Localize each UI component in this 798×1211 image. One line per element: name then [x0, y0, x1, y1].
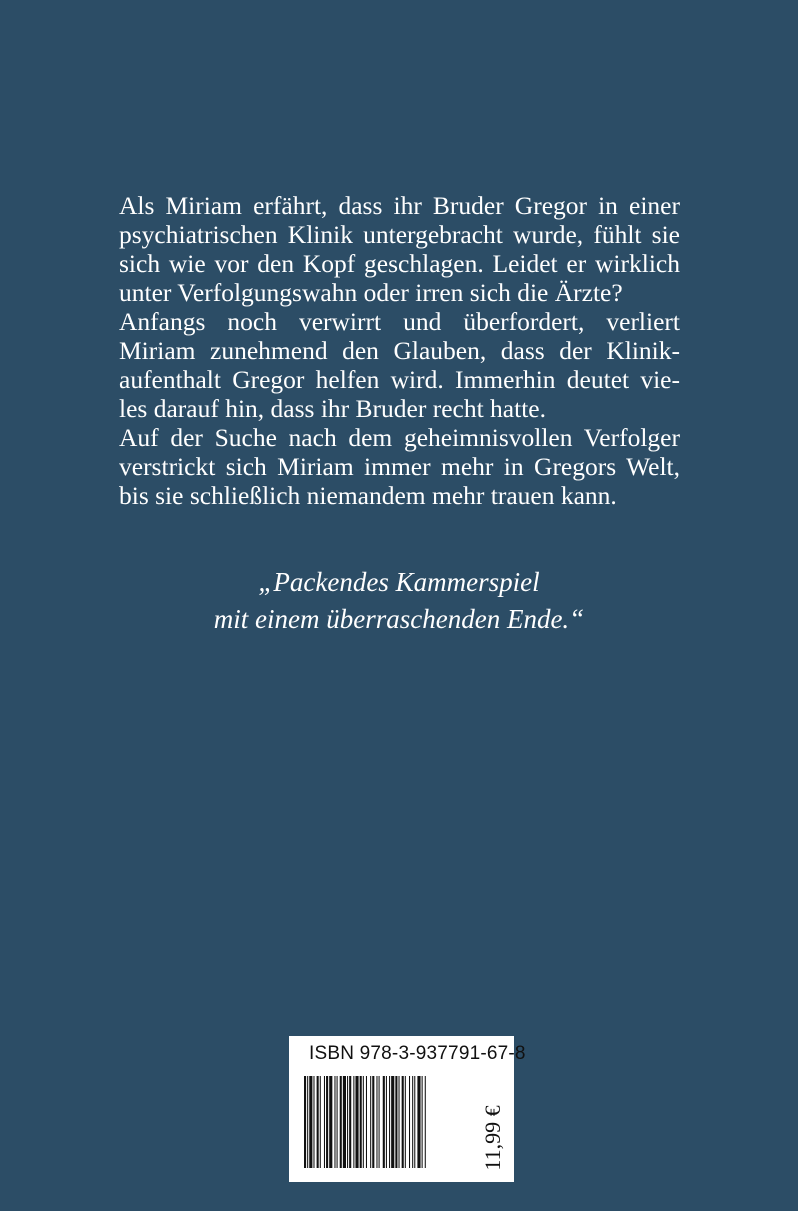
- blurb-line: les darauf hin, dass ihr Bruder recht hatte.: [119, 394, 546, 423]
- barcode-bar: [349, 1076, 351, 1168]
- barcode-bar: [402, 1076, 404, 1168]
- barcode-bar: [340, 1076, 342, 1168]
- barcode-bars: [304, 1076, 466, 1168]
- barcode-bar: [414, 1076, 415, 1168]
- barcode-bar: [366, 1076, 367, 1168]
- barcode-bar: [307, 1076, 308, 1168]
- barcode-bar: [386, 1076, 387, 1168]
- barcode-bar: [343, 1076, 346, 1168]
- barcode-bar: [324, 1076, 325, 1168]
- blurb-line: sich wie vor den Kopf geschlagen. Leidet er wirklich: [119, 249, 680, 278]
- quote-line-2: mit einem überraschenden Ende.“: [213, 604, 585, 634]
- blurb-text: [119, 191, 680, 510]
- barcode-label: [289, 1036, 526, 1182]
- barcode-bar: [329, 1076, 332, 1168]
- barcode-bar: [313, 1076, 314, 1168]
- blurb-line: Anfangs noch verwirrt und überfordert, verliert: [119, 307, 680, 336]
- barcode-bar: [360, 1076, 362, 1168]
- barcode-bar: [355, 1076, 358, 1168]
- blurb-line: unter Verfolgungswahn oder irren sich die Ärzte?: [119, 278, 623, 307]
- price-label: [478, 1098, 508, 1178]
- barcode-bar: [372, 1076, 374, 1168]
- barcode-bar: [370, 1076, 371, 1168]
- barcode-bar: [379, 1076, 380, 1168]
- barcode-bar: [363, 1076, 364, 1168]
- barcode-bar: [417, 1076, 420, 1168]
- barcode-bar: [409, 1076, 410, 1168]
- blurb-line: Auf der Suche nach dem geheimnisvollen Verfolger: [119, 423, 680, 452]
- barcode-bar: [425, 1076, 426, 1168]
- isbn-number: ISBN 978-3-937791-67-8: [309, 1043, 526, 1064]
- barcode-bar: [337, 1076, 338, 1168]
- barcode-bar: [412, 1076, 413, 1168]
- quote-line-1: „Packendes Kammerspiel: [258, 567, 540, 597]
- barcode-bar: [422, 1076, 423, 1168]
- barcode-bar: [304, 1076, 306, 1168]
- blurb-line: Als Miriam erfährt, dass ihr Bruder Gregor in einer: [119, 191, 680, 220]
- barcode-bar: [389, 1076, 390, 1168]
- blurb-line: bis sie schließlich niemandem mehr trauen kann.: [119, 481, 617, 510]
- barcode-bar: [326, 1076, 328, 1168]
- barcode-bar: [395, 1076, 397, 1168]
- barcode-bar: [317, 1076, 319, 1168]
- barcode-bar: [334, 1076, 335, 1168]
- barcode-bar: [405, 1076, 406, 1168]
- barcode-bar: [391, 1076, 394, 1168]
- blurb-line: Miriam zunehmend den Glauben, dass der Klinik-: [119, 336, 680, 365]
- barcode-bar: [376, 1076, 377, 1168]
- review-quote: [0, 564, 798, 638]
- blurb-line: psychiatrischen Klinik untergebracht wurde, fühlt sie: [119, 220, 680, 249]
- blurb-line: verstrickt sich Miriam immer mehr in Gregors Welt,: [119, 452, 680, 481]
- barcode-bar: [399, 1076, 400, 1168]
- price-value: 11,99 €: [480, 1105, 505, 1171]
- barcode-bar: [353, 1076, 354, 1168]
- barcode-bar: [347, 1076, 348, 1168]
- barcode-bar: [309, 1076, 312, 1168]
- barcode-bar: [383, 1076, 385, 1168]
- barcode-bar: [320, 1076, 321, 1168]
- blurb-line: aufenthalt Gregor helfen wird. Immerhin deutet vie-: [119, 365, 680, 394]
